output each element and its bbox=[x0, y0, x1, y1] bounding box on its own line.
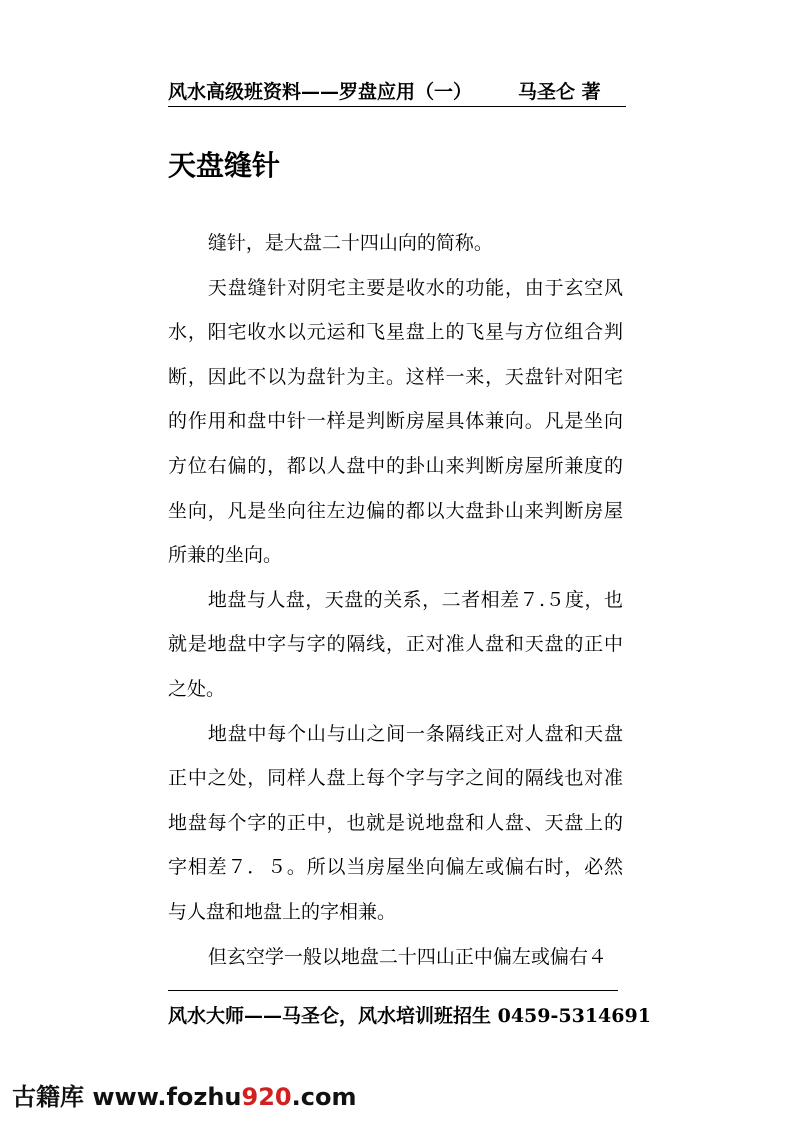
header-title: 风水高级班资料——罗盘应用（一） bbox=[168, 81, 473, 103]
watermark-suffix: .com bbox=[291, 1083, 357, 1111]
page-header bbox=[168, 78, 626, 107]
footer-divider bbox=[168, 990, 618, 991]
watermark-number: 920 bbox=[241, 1083, 292, 1111]
header-author: 马圣仑 著 bbox=[518, 81, 601, 103]
paragraph: 但玄空学一般以地盘二十四山正中偏左或偏右４ bbox=[207, 945, 607, 968]
body-text bbox=[168, 221, 623, 979]
paragraph: 天盘缝针对阴宅主要是收水的功能，由于玄空风水，阳宅收水以元运和飞星盘上的飞星与方位组合判断，因此不以为盘针为主。这样一来，天盘针对阳宅的作用和盘中针一样是判断房屋具体兼向。凡是坐向方位右偏的，都以人盘中的卦山来判断房屋所兼度的坐向，凡是坐向往左边偏的都以大盘卦山来判断房屋所兼的坐向。 bbox=[168, 276, 623, 567]
paragraph: 地盘与人盘，天盘的关系，二者相差７.５度，也就是地盘中字与字的隔线，正对准人盘和天盘的正中之处。 bbox=[168, 588, 623, 700]
paragraph: 地盘中每个山与山之间一条隔线正对人盘和天盘正中之处，同样人盘上每个字与字之间的隔线也对准地盘每个字的正中，也就是说地盘和人盘、天盘上的字相差７．５。所以当房屋坐向偏左或偏右时，必然与人盘和地盘上的字相兼。 bbox=[168, 722, 623, 923]
paragraph: 缝针，是大盘二十四山向的简称。 bbox=[207, 232, 493, 254]
site-watermark bbox=[12, 1080, 356, 1114]
page-title: 天盘缝针 bbox=[168, 149, 281, 182]
page-footer: 风水大师——马圣仑，风水培训班招生 0459-5314691 bbox=[168, 1005, 651, 1027]
watermark-prefix: 古籍库 www.fozhu bbox=[12, 1083, 242, 1111]
